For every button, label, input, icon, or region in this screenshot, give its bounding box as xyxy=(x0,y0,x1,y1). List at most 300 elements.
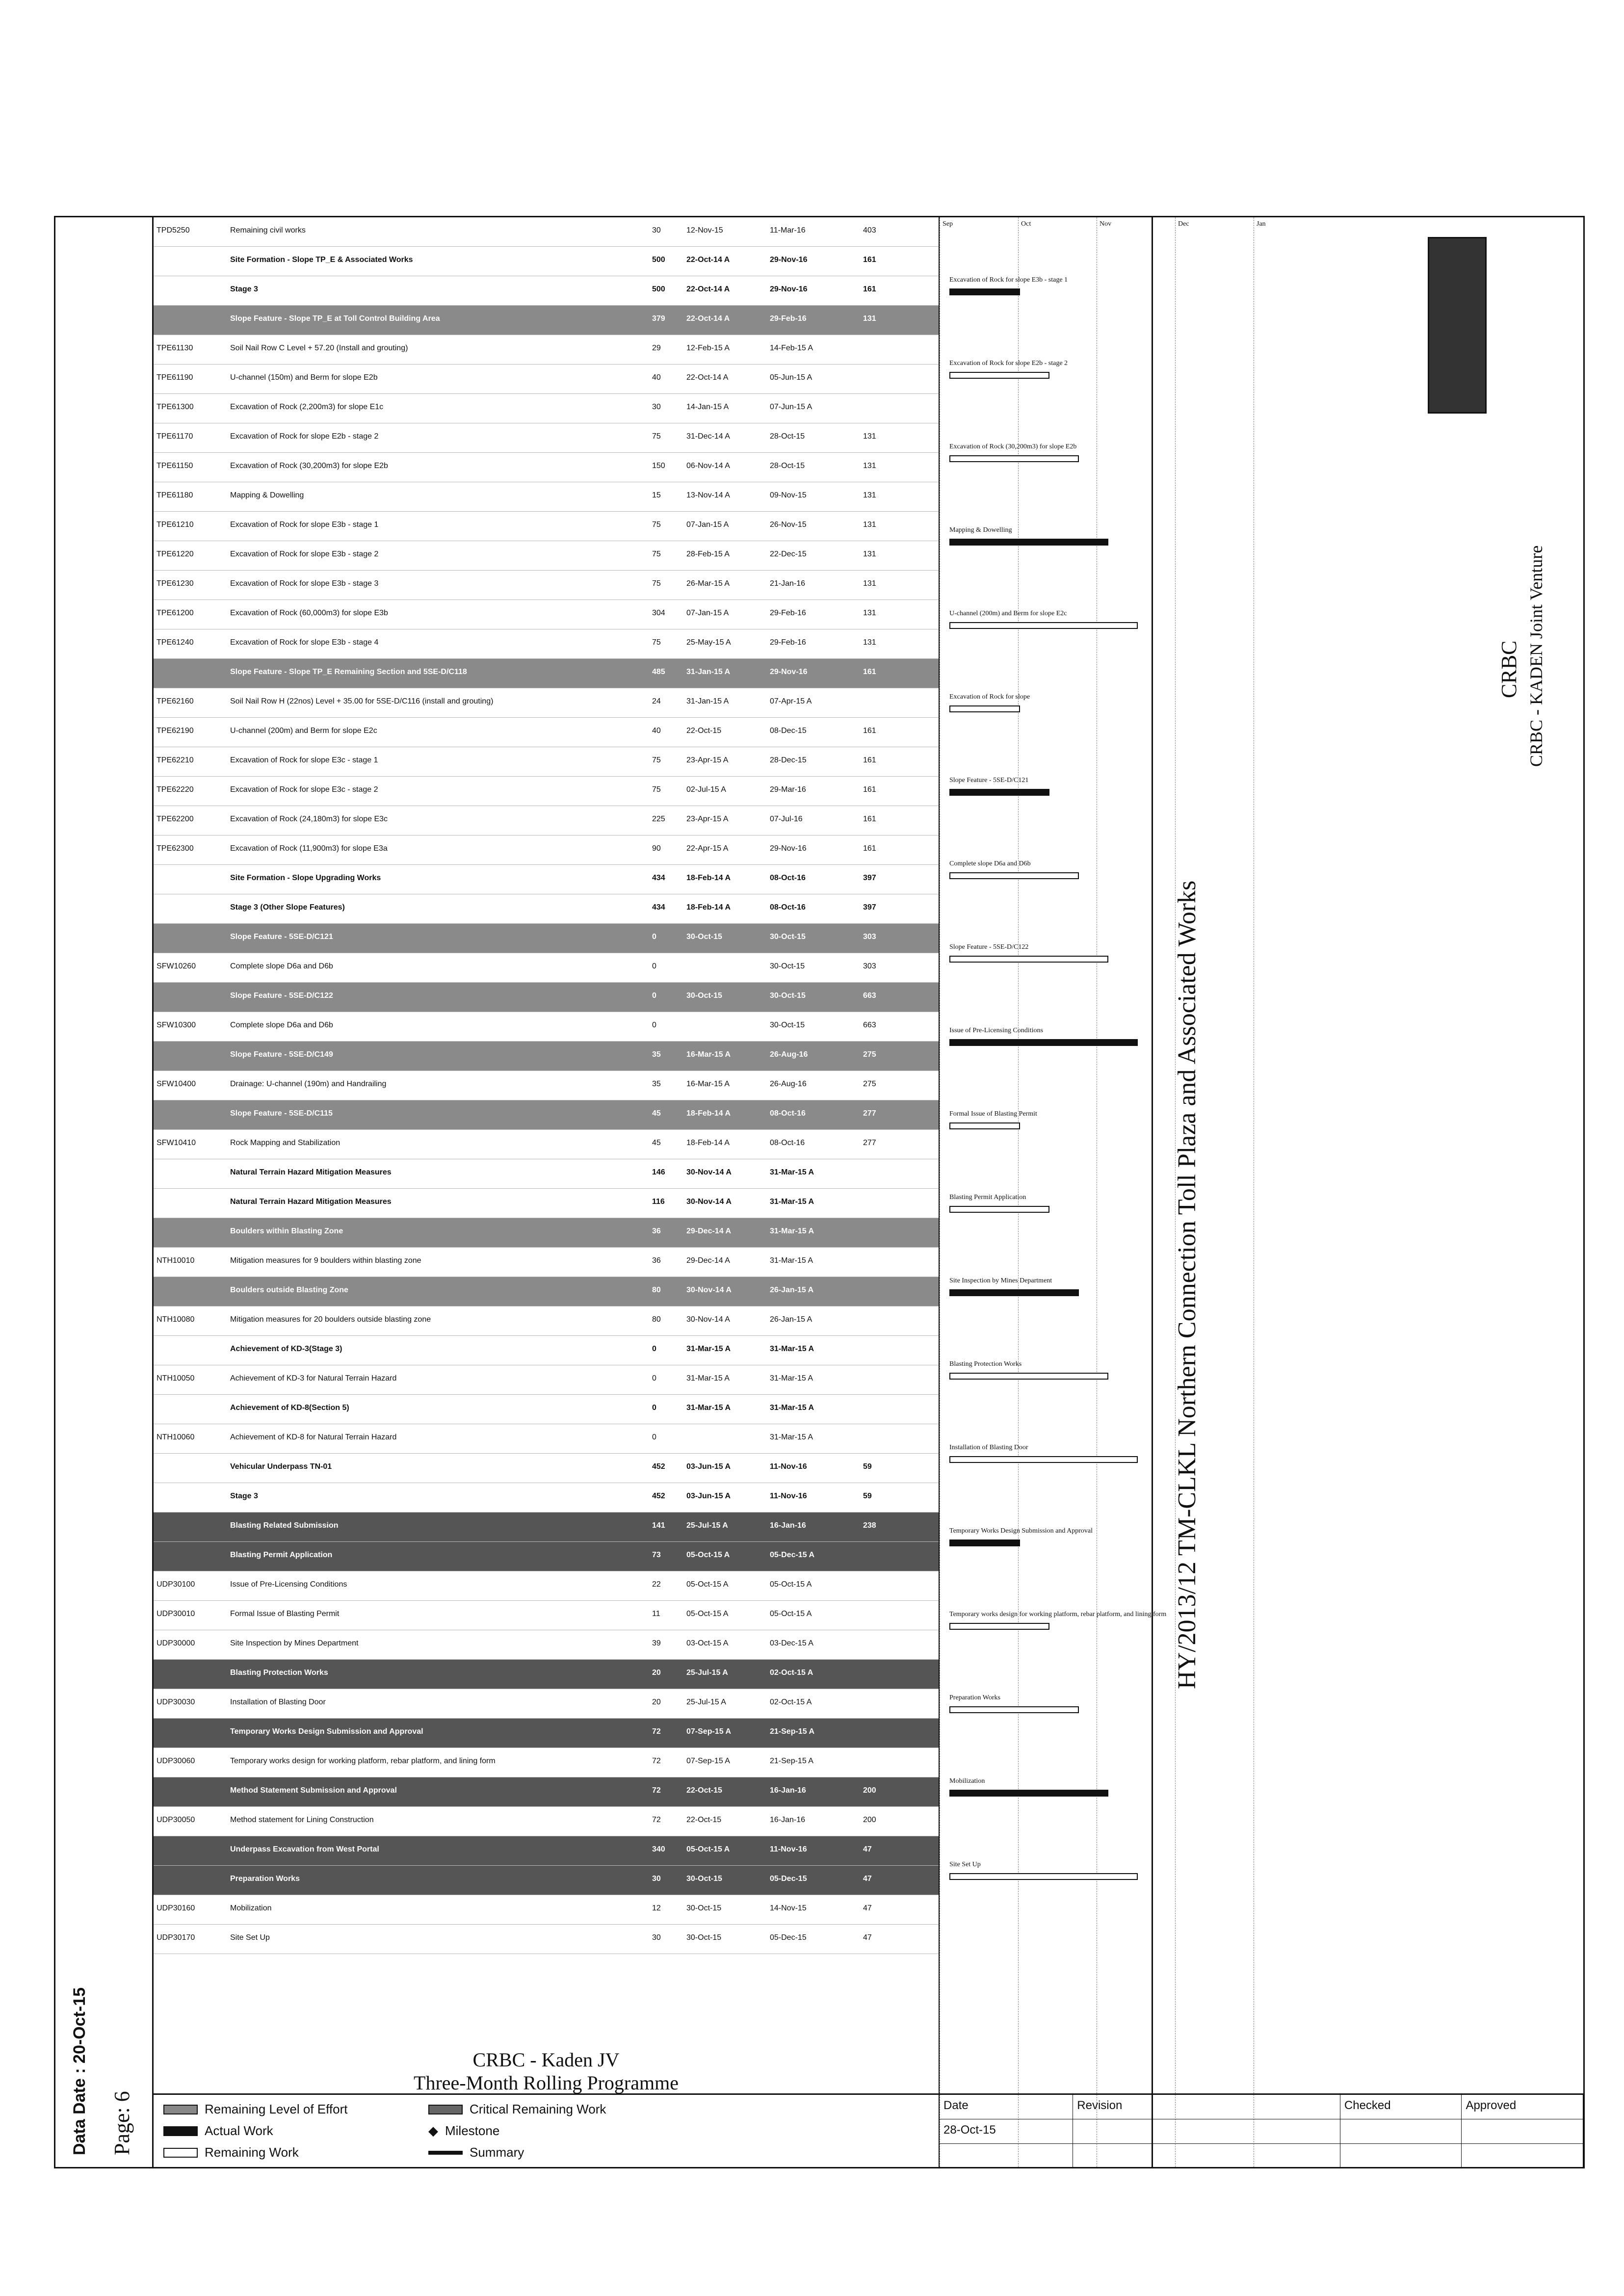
activity-name: Stage 3 (Other Slope Features) xyxy=(230,903,345,912)
start-date: 22-Oct-15 xyxy=(686,1816,722,1824)
original-duration: 0 xyxy=(652,1021,656,1029)
activity-name: Vehicular Underpass TN-01 xyxy=(230,1462,332,1471)
table-row xyxy=(154,1424,939,1454)
start-date: 30-Oct-15 xyxy=(686,933,722,941)
start-date: 07-Sep-15 A xyxy=(686,1757,730,1765)
activity-name: Achievement of KD-8 for Natural Terrain Hazard xyxy=(230,1433,397,1441)
activity-id: TPE61180 xyxy=(157,491,193,499)
start-date: 05-Oct-15 A xyxy=(686,1551,730,1559)
table-row xyxy=(154,1571,939,1601)
table-row xyxy=(154,629,939,659)
start-date: 23-Apr-15 A xyxy=(686,756,729,764)
total-float: 161 xyxy=(863,844,876,853)
total-float: 238 xyxy=(863,1521,876,1530)
original-duration: 72 xyxy=(652,1816,661,1824)
total-float: 277 xyxy=(863,1139,876,1147)
finish-date: 31-Mar-15 A xyxy=(770,1345,814,1353)
total-float: 161 xyxy=(863,285,876,293)
start-date: 30-Nov-14 A xyxy=(686,1168,732,1176)
table-row xyxy=(154,1071,939,1100)
start-date: 16-Mar-15 A xyxy=(686,1080,730,1088)
start-date: 31-Mar-15 A xyxy=(686,1374,730,1383)
legend-milestone xyxy=(428,2123,499,2139)
activity-name: Excavation of Rock (60,000m3) for slope E3b xyxy=(230,609,388,617)
start-date: 02-Jul-15 A xyxy=(686,785,726,794)
table-row xyxy=(154,541,939,571)
finish-date: 21-Sep-15 A xyxy=(770,1727,814,1736)
activity-name: Slope Feature - 5SE-D/C122 xyxy=(230,991,333,1000)
gantt-bar xyxy=(949,1456,1138,1463)
activity-id: NTH10080 xyxy=(157,1315,195,1324)
finish-date: 31-Mar-15 A xyxy=(770,1374,813,1383)
activity-name: Excavation of Rock for slope E3c - stage 1 xyxy=(230,756,378,764)
activity-id: TPE61190 xyxy=(157,373,193,382)
finish-date: 05-Jun-15 A xyxy=(770,373,812,382)
table-row xyxy=(154,894,939,924)
activity-name: Natural Terrain Hazard Mitigation Measures xyxy=(230,1168,392,1176)
gantt-bar xyxy=(949,1873,1138,1880)
start-date: 16-Mar-15 A xyxy=(686,1050,731,1059)
original-duration: 39 xyxy=(652,1639,661,1647)
activity-name: U-channel (200m) and Berm for slope E2c xyxy=(230,727,377,735)
activity-name: Mitigation measures for 20 boulders outside blasting zone xyxy=(230,1315,431,1324)
activity-name: Excavation of Rock (2,200m3) for slope E1c xyxy=(230,403,384,411)
start-date: 07-Jan-15 A xyxy=(686,609,729,617)
rev-cell xyxy=(1340,2119,1462,2144)
start-date: 05-Oct-15 A xyxy=(686,1610,729,1618)
table-row xyxy=(154,394,939,423)
original-duration: 36 xyxy=(652,1227,661,1235)
table-row xyxy=(154,806,939,835)
start-date: 07-Jan-15 A xyxy=(686,521,729,529)
programme-sheet xyxy=(54,216,1585,2168)
start-date: 22-Oct-15 xyxy=(686,1786,722,1795)
legend-label: Critical Remaining Work xyxy=(470,2102,606,2116)
legend-label: Summary xyxy=(470,2145,524,2160)
activity-id: SFW10300 xyxy=(157,1021,196,1029)
finish-date: 26-Jan-15 A xyxy=(770,1286,814,1294)
start-date: 28-Feb-15 A xyxy=(686,550,730,558)
activity-id: UDP30160 xyxy=(157,1904,195,1912)
month-label: Jan xyxy=(1257,220,1266,228)
original-duration: 20 xyxy=(652,1698,661,1706)
month-label: Oct xyxy=(1021,220,1031,228)
original-duration: 35 xyxy=(652,1050,661,1059)
finish-date: 26-Nov-15 xyxy=(770,521,807,529)
gantt-bar-label: Site Set Up xyxy=(949,1861,981,1868)
gantt-bar xyxy=(949,455,1079,462)
table-row xyxy=(154,1836,939,1866)
gantt-bar xyxy=(949,1206,1049,1213)
rev-cell xyxy=(1340,2144,1462,2168)
rev-header-approved: Approved xyxy=(1462,2095,1583,2119)
original-duration: 30 xyxy=(652,1875,661,1883)
gantt-bar xyxy=(949,622,1138,629)
activity-name: Complete slope D6a and D6b xyxy=(230,962,333,970)
original-duration: 340 xyxy=(652,1845,665,1853)
activity-id: UDP30060 xyxy=(157,1757,195,1765)
finish-date: 31-Mar-15 A xyxy=(770,1433,813,1441)
original-duration: 434 xyxy=(652,903,665,912)
table-row xyxy=(154,1336,939,1365)
start-date: 03-Jun-15 A xyxy=(686,1462,731,1471)
gantt-bar-label: Issue of Pre-Licensing Conditions xyxy=(949,1027,1043,1034)
table-row xyxy=(154,1130,939,1159)
table-row xyxy=(154,688,939,718)
activity-id: NTH10050 xyxy=(157,1374,195,1383)
finish-date: 08-Dec-15 xyxy=(770,727,807,735)
start-date: 25-Jul-15 A xyxy=(686,1698,726,1706)
total-float: 275 xyxy=(863,1050,876,1059)
activity-id: TPE62160 xyxy=(157,697,194,705)
table-row xyxy=(154,276,939,306)
month-label: Sep xyxy=(943,220,953,228)
original-duration: 45 xyxy=(652,1109,661,1118)
activity-name: Blasting Related Submission xyxy=(230,1521,339,1530)
original-duration: 75 xyxy=(652,550,661,558)
company-logo xyxy=(1428,237,1487,414)
activity-name: Natural Terrain Hazard Mitigation Measures xyxy=(230,1198,392,1206)
original-duration: 90 xyxy=(652,844,661,853)
legend-swatch xyxy=(428,2151,463,2155)
table-row xyxy=(154,777,939,806)
gantt-bar xyxy=(949,539,1108,546)
page-number: Page: 6 xyxy=(110,2091,134,2155)
original-duration: 485 xyxy=(652,668,665,676)
total-float: 59 xyxy=(863,1492,872,1500)
start-date: 18-Feb-14 A xyxy=(686,1139,730,1147)
finish-date: 05-Dec-15 xyxy=(770,1933,807,1942)
total-float: 397 xyxy=(863,903,876,912)
activity-id: TPE61200 xyxy=(157,609,194,617)
total-float: 131 xyxy=(863,609,876,617)
activity-id: TPE61230 xyxy=(157,579,194,588)
original-duration: 0 xyxy=(652,1433,656,1441)
original-duration: 146 xyxy=(652,1168,665,1176)
table-row xyxy=(154,365,939,394)
activity-name: Mobilization xyxy=(230,1904,272,1912)
finish-date: 29-Feb-16 xyxy=(770,638,806,647)
table-row xyxy=(154,1395,939,1424)
activity-id: TPE62190 xyxy=(157,727,194,735)
start-date: 30-Oct-15 xyxy=(686,991,722,1000)
finish-date: 14-Feb-15 A xyxy=(770,344,813,352)
original-duration: 80 xyxy=(652,1286,661,1294)
finish-date: 30-Oct-15 xyxy=(770,962,805,970)
gantt-bar-label: Excavation of Rock for slope E3b - stage 1 xyxy=(949,276,1068,284)
table-row xyxy=(154,1248,939,1277)
activity-name: Formal Issue of Blasting Permit xyxy=(230,1610,340,1618)
finish-date: 29-Nov-16 xyxy=(770,285,808,293)
gantt-bar-label: Slope Feature - 5SE-D/C122 xyxy=(949,943,1029,951)
original-duration: 11 xyxy=(652,1610,660,1618)
start-date: 22-Apr-15 A xyxy=(686,844,729,853)
gantt-bar xyxy=(949,1289,1079,1296)
legend-remaining-work xyxy=(163,2145,299,2160)
start-date: 31-Dec-14 A xyxy=(686,432,730,441)
finish-date: 28-Oct-15 xyxy=(770,462,805,470)
activity-id: UDP30050 xyxy=(157,1816,195,1824)
finish-date: 03-Dec-15 A xyxy=(770,1639,813,1647)
total-float: 200 xyxy=(863,1816,876,1824)
finish-date: 26-Jan-15 A xyxy=(770,1315,812,1324)
jv-name: CRBC - Kaden JV xyxy=(472,2049,620,2071)
activity-name: Slope Feature - 5SE-D/C149 xyxy=(230,1050,333,1059)
table-row xyxy=(154,1159,939,1189)
table-row xyxy=(154,1777,939,1807)
activity-id: UDP30010 xyxy=(157,1610,195,1618)
finish-date: 07-Jul-16 xyxy=(770,815,803,823)
table-row xyxy=(154,600,939,629)
gantt-bar-label: Mobilization xyxy=(949,1777,985,1785)
original-duration: 500 xyxy=(652,285,665,293)
finish-date: 07-Apr-15 A xyxy=(770,697,812,705)
gantt-bar-label: Site Inspection by Mines Department xyxy=(949,1277,1052,1284)
company-name: CRBC - KADEN Joint Venture xyxy=(1526,545,1546,767)
start-date: 12-Nov-15 xyxy=(686,226,723,235)
company-logo-text: CRBC xyxy=(1497,640,1521,698)
activity-id: UDP30100 xyxy=(157,1580,195,1589)
activity-name: Issue of Pre-Licensing Conditions xyxy=(230,1580,347,1589)
total-float: 59 xyxy=(863,1462,872,1471)
gantt-bar xyxy=(949,705,1020,712)
legend-actual-work xyxy=(163,2123,273,2139)
activity-id: NTH10010 xyxy=(157,1256,195,1265)
start-date: 23-Apr-15 A xyxy=(686,815,729,823)
finish-date: 29-Mar-16 xyxy=(770,785,806,794)
start-date: 18-Feb-14 A xyxy=(686,874,731,882)
table-row xyxy=(154,953,939,983)
finish-date: 08-Oct-16 xyxy=(770,903,806,912)
activity-name: Excavation of Rock (24,180m3) for slope E3c xyxy=(230,815,388,823)
total-float: 131 xyxy=(863,521,876,529)
legend-remaining-loe xyxy=(163,2102,347,2117)
finish-date: 05-Dec-15 A xyxy=(770,1551,815,1559)
original-duration: 36 xyxy=(652,1256,661,1265)
start-date: 26-Mar-15 A xyxy=(686,579,730,588)
gantt-bar xyxy=(949,1790,1108,1797)
activity-name: Site Formation - Slope Upgrading Works xyxy=(230,874,381,882)
month-label: Dec xyxy=(1178,220,1189,228)
table-row xyxy=(154,659,939,688)
total-float: 275 xyxy=(863,1080,876,1088)
table-row xyxy=(154,1365,939,1395)
table-row xyxy=(154,983,939,1012)
finish-date: 29-Nov-16 xyxy=(770,844,807,853)
original-duration: 379 xyxy=(652,314,665,323)
table-row xyxy=(154,306,939,335)
start-date: 18-Feb-14 A xyxy=(686,1109,731,1118)
table-row xyxy=(154,247,939,276)
table-row xyxy=(154,865,939,894)
original-duration: 40 xyxy=(652,727,661,735)
programme-titles xyxy=(154,2049,939,2093)
total-float: 161 xyxy=(863,256,876,264)
start-date: 12-Feb-15 A xyxy=(686,344,730,352)
table-row xyxy=(154,1218,939,1248)
activity-name: Site Set Up xyxy=(230,1933,270,1942)
activity-name: Underpass Excavation from West Portal xyxy=(230,1845,379,1853)
start-date: 05-Oct-15 A xyxy=(686,1845,730,1853)
total-float: 303 xyxy=(863,962,876,970)
original-duration: 45 xyxy=(652,1139,661,1147)
gantt-bar-label: Slope Feature - 5SE-D/C121 xyxy=(949,777,1029,784)
legend-swatch xyxy=(163,2148,198,2158)
activity-id: SFW10260 xyxy=(157,962,196,970)
gantt-bar xyxy=(949,372,1049,379)
activity-name: Slope Feature - 5SE-D/C115 xyxy=(230,1109,333,1118)
start-date: 30-Oct-15 xyxy=(686,1875,722,1883)
total-float: 277 xyxy=(863,1109,876,1118)
activity-name: Rock Mapping and Stabilization xyxy=(230,1139,341,1147)
activity-id: TPE61240 xyxy=(157,638,194,647)
table-row xyxy=(154,571,939,600)
gantt-bar-label: Excavation of Rock for slope E2b - stage 2 xyxy=(949,360,1068,367)
original-duration: 75 xyxy=(652,521,661,529)
activity-name: Drainage: U-channel (190m) and Handrailing xyxy=(230,1080,387,1088)
gantt-bar-label: Excavation of Rock (30,200m3) for slope E2b xyxy=(949,443,1077,450)
finish-date: 11-Nov-16 xyxy=(770,1845,807,1853)
gantt-bar-label: Temporary Works Design Submission and Approval xyxy=(949,1527,1093,1535)
start-date: 31-Jan-15 A xyxy=(686,697,729,705)
total-float: 161 xyxy=(863,756,876,764)
table-row xyxy=(154,1454,939,1483)
original-duration: 500 xyxy=(652,256,665,264)
legend-swatch xyxy=(428,2105,463,2114)
table-row xyxy=(154,1100,939,1130)
total-float: 131 xyxy=(863,491,876,499)
activity-id: TPD5250 xyxy=(157,226,190,235)
activity-name: Excavation of Rock for slope E3b - stage 2 xyxy=(230,550,379,558)
original-duration: 0 xyxy=(652,1404,656,1412)
table-row xyxy=(154,1542,939,1571)
activity-name: Method Statement Submission and Approval xyxy=(230,1786,397,1795)
total-float: 131 xyxy=(863,550,876,558)
legend-critical-remaining xyxy=(428,2102,606,2117)
start-date: 29-Dec-14 A xyxy=(686,1227,732,1235)
finish-date: 26-Aug-16 xyxy=(770,1080,807,1088)
original-duration: 141 xyxy=(652,1521,665,1530)
start-date: 06-Nov-14 A xyxy=(686,462,730,470)
original-duration: 30 xyxy=(652,403,661,411)
total-float: 161 xyxy=(863,785,876,794)
finish-date: 29-Feb-16 xyxy=(770,609,806,617)
original-duration: 15 xyxy=(652,491,661,499)
gantt-bar xyxy=(949,956,1108,963)
header-strip xyxy=(55,217,154,2167)
original-duration: 304 xyxy=(652,609,665,617)
finish-date: 28-Oct-15 xyxy=(770,432,805,441)
original-duration: 75 xyxy=(652,432,661,441)
table-row xyxy=(154,1866,939,1895)
total-float: 161 xyxy=(863,727,876,735)
activity-name: Preparation Works xyxy=(230,1875,300,1883)
start-date: 22-Oct-14 A xyxy=(686,285,730,293)
activity-name: Slope Feature - Slope TP_E at Toll Control Building Area xyxy=(230,314,440,323)
rev-cell xyxy=(940,2144,1073,2168)
gantt-bar-label: Formal Issue of Blasting Permit xyxy=(949,1110,1037,1118)
original-duration: 75 xyxy=(652,756,661,764)
activity-name: Excavation of Rock (30,200m3) for slope E2b xyxy=(230,462,388,470)
data-date: Data Date : 20-Oct-15 xyxy=(70,1987,89,2155)
original-duration: 73 xyxy=(652,1551,661,1559)
activity-name: Temporary works design for working platform, rebar platform, and lining form xyxy=(230,1757,496,1765)
total-float: 131 xyxy=(863,314,876,323)
legend-swatch xyxy=(163,2126,198,2136)
activity-name: Mitigation measures for 9 boulders within blasting zone xyxy=(230,1256,421,1265)
table-row xyxy=(154,1748,939,1777)
programme-title: Three-Month Rolling Programme xyxy=(414,2072,679,2094)
original-duration: 116 xyxy=(652,1198,665,1206)
table-row xyxy=(154,1012,939,1042)
start-date: 30-Oct-15 xyxy=(686,1904,722,1912)
gantt-bar-label: Mapping & Dowelling xyxy=(949,526,1012,534)
activity-name: Excavation of Rock for slope E3c - stage 2 xyxy=(230,785,378,794)
activity-id: TPE62200 xyxy=(157,815,194,823)
legend xyxy=(154,2093,939,2167)
start-date: 30-Nov-14 A xyxy=(686,1198,732,1206)
finish-date: 05-Oct-15 A xyxy=(770,1610,812,1618)
table-row xyxy=(154,1807,939,1836)
activity-name: U-channel (150m) and Berm for slope E2b xyxy=(230,373,378,382)
activity-id: TPE61170 xyxy=(157,432,193,441)
gantt-bar xyxy=(949,789,1049,796)
table-row xyxy=(154,718,939,747)
table-row xyxy=(154,1513,939,1542)
original-duration: 0 xyxy=(652,962,656,970)
activity-id: TPE62220 xyxy=(157,785,194,794)
activity-id: TPE61130 xyxy=(157,344,193,352)
start-date: 30-Nov-14 A xyxy=(686,1315,730,1324)
gantt-bar-label: U-channel (200m) and Berm for slope E2c xyxy=(949,610,1067,617)
activity-name: Blasting Protection Works xyxy=(230,1669,328,1677)
activity-name: Blasting Permit Application xyxy=(230,1551,333,1559)
activity-id: TPE61210 xyxy=(157,521,194,529)
gantt-bar-label: Temporary works design for working platform, rebar platform, and lining form xyxy=(949,1611,1167,1618)
table-row xyxy=(154,1689,939,1719)
original-duration: 225 xyxy=(652,815,665,823)
start-date: 22-Oct-14 A xyxy=(686,373,729,382)
original-duration: 452 xyxy=(652,1492,665,1500)
activity-id: SFW10410 xyxy=(157,1139,196,1147)
table-row xyxy=(154,1719,939,1748)
total-float: 131 xyxy=(863,638,876,647)
table-row xyxy=(154,1189,939,1218)
activity-name: Site Formation - Slope TP_E & Associated Works xyxy=(230,256,413,264)
start-date: 25-Jul-15 A xyxy=(686,1669,728,1677)
rev-cell xyxy=(1462,2144,1583,2168)
finish-date: 31-Mar-15 A xyxy=(770,1404,814,1412)
activity-id: UDP30000 xyxy=(157,1639,195,1647)
activity-id: NTH10060 xyxy=(157,1433,195,1441)
activity-name: Excavation of Rock for slope E3b - stage 4 xyxy=(230,638,379,647)
gantt-bar xyxy=(949,872,1079,879)
activity-name: Soil Nail Row H (22nos) Level + 35.00 for 5SE-D/C116 (install and grouting) xyxy=(230,697,494,705)
finish-date: 02-Oct-15 A xyxy=(770,1669,813,1677)
start-date: 31-Jan-15 A xyxy=(686,668,731,676)
total-float: 663 xyxy=(863,991,876,1000)
table-row xyxy=(154,1601,939,1630)
start-date: 18-Feb-14 A xyxy=(686,903,731,912)
original-duration: 72 xyxy=(652,1757,661,1765)
finish-date: 21-Sep-15 A xyxy=(770,1757,813,1765)
original-duration: 30 xyxy=(652,1933,661,1942)
finish-date: 31-Mar-15 A xyxy=(770,1168,814,1176)
total-float: 131 xyxy=(863,462,876,470)
revision-table xyxy=(939,2093,1583,2167)
original-duration: 20 xyxy=(652,1669,661,1677)
finish-date: 14-Nov-15 xyxy=(770,1904,807,1912)
